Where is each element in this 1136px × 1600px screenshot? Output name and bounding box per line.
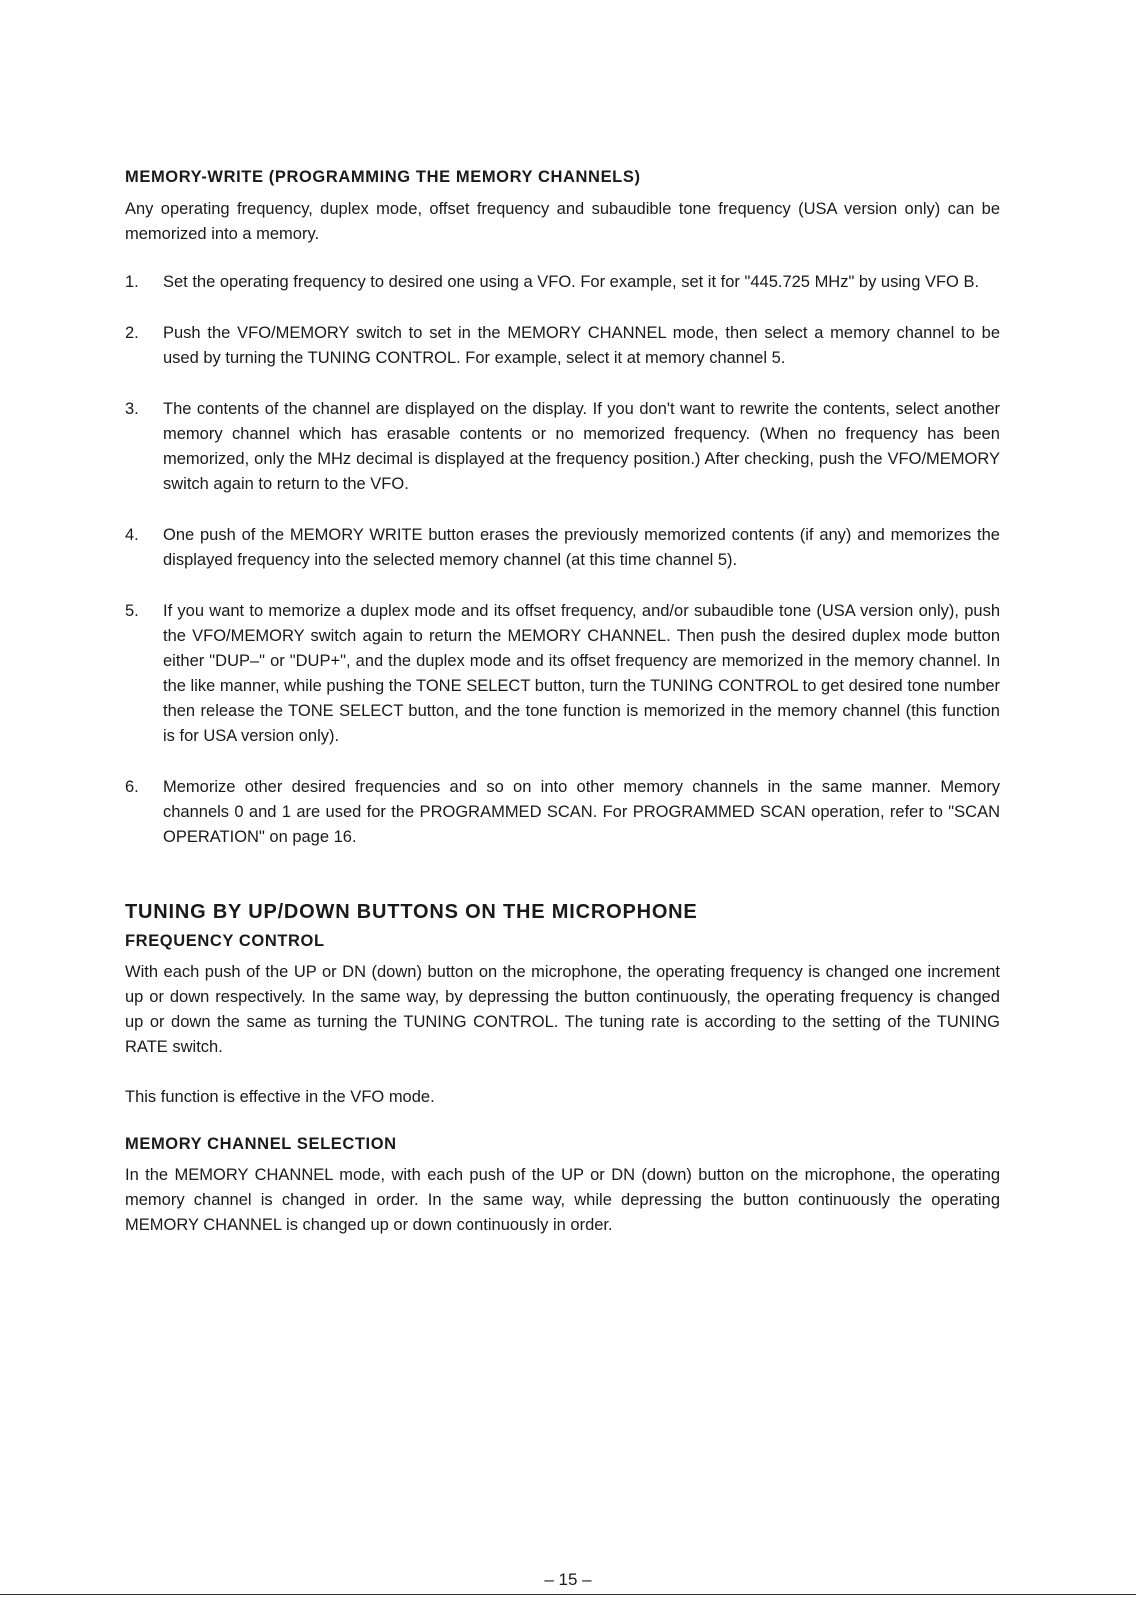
subheading-memory-channel-selection: MEMORY CHANNEL SELECTION (125, 1135, 397, 1153)
steps-list (125, 270, 1000, 850)
step-number: 3. (125, 400, 139, 418)
step-number: 5. (125, 602, 139, 620)
step-text: The contents of the channel are displayed on the display. If you don't want to rewrite the contents, select another memory channel which has erasable contents or no memorized frequency. (When no frequency has been memorized, only the MHz decimal is displayed at the frequency position.) After checking, push the VFO/MEMORY switch again to return to the VFO. (163, 400, 1000, 493)
step-number: 4. (125, 526, 139, 544)
section-heading-memory-write: MEMORY-WRITE (PROGRAMMING THE MEMORY CHANNELS) (125, 168, 641, 186)
list-item (125, 523, 1000, 573)
step-text: Set the operating frequency to desired one using a VFO. For example, set it for "445.725 MHz" by using VFO B. (163, 273, 980, 291)
list-item (125, 397, 1000, 497)
step-number: 1. (125, 273, 139, 291)
vfo-mode-note: This function is effective in the VFO mode. (125, 1088, 435, 1106)
step-text: Push the VFO/MEMORY switch to set in the MEMORY CHANNEL mode, then select a memory channel to be used by turning the TUNING CONTROL. For example, select it at memory channel 5. (163, 324, 1000, 367)
subheading-frequency-control: FREQUENCY CONTROL (125, 932, 325, 950)
list-item (125, 321, 1000, 371)
step-text: One push of the MEMORY WRITE button erases the previously memorized contents (if any) and memorizes the displayed frequency into the selected memory channel (at this time channel 5). (163, 526, 1000, 569)
step-text: Memorize other desired frequencies and so on into other memory channels in the same manner. Memory channels 0 and 1 are used for the PROGRAMMED SCAN. For PROGRAMMED SCAN operation, refer to "SCAN OPERATION" on page 16. (163, 778, 1000, 846)
intro-paragraph: Any operating frequency, duplex mode, offset frequency and subaudible tone frequency (USA version only) can be memorized into a memory. (125, 200, 1000, 243)
step-number: 6. (125, 778, 139, 796)
frequency-control-paragraph: With each push of the UP or DN (down) button on the microphone, the operating frequency is changed one increment up or down respectively. In the same way, by depressing the button continuously, the operating frequency is changed up or down the same as turning the TUNING CONTROL. The tuning rate is according to the setting of the TUNING RATE switch. (125, 963, 1000, 1056)
memory-selection-paragraph: In the MEMORY CHANNEL mode, with each push of the UP or DN (down) button on the microphone, the operating memory channel is changed in order. In the same way, while depressing the button continuously the operating MEMORY CHANNEL is changed up or down continuously in order. (125, 1166, 1000, 1234)
list-item (125, 599, 1000, 749)
page-number: – 15 – (544, 1570, 592, 1589)
bottom-divider (0, 1594, 1136, 1595)
list-item (125, 270, 1000, 295)
manual-page (125, 168, 1000, 1238)
list-item (125, 775, 1000, 850)
step-text: If you want to memorize a duplex mode and its offset frequency, and/or subaudible tone (USA version only), push the VFO/MEMORY switch again to return the MEMORY CHANNEL. Then push the desired duplex mode button either "DUP–" or "DUP+", and the duplex mode and its offset frequency are memorized in the memory channel. In the like manner, while pushing the TONE SELECT button, turn the TUNING CONTROL to get desired tone number then release the TONE SELECT button, and the tone function is memorized in the memory channel (this function is for USA version only). (163, 602, 1000, 745)
spacer (125, 876, 1000, 901)
step-number: 2. (125, 324, 139, 342)
section-heading-tuning: TUNING BY UP/DOWN BUTTONS ON THE MICROPHONE (125, 901, 698, 923)
